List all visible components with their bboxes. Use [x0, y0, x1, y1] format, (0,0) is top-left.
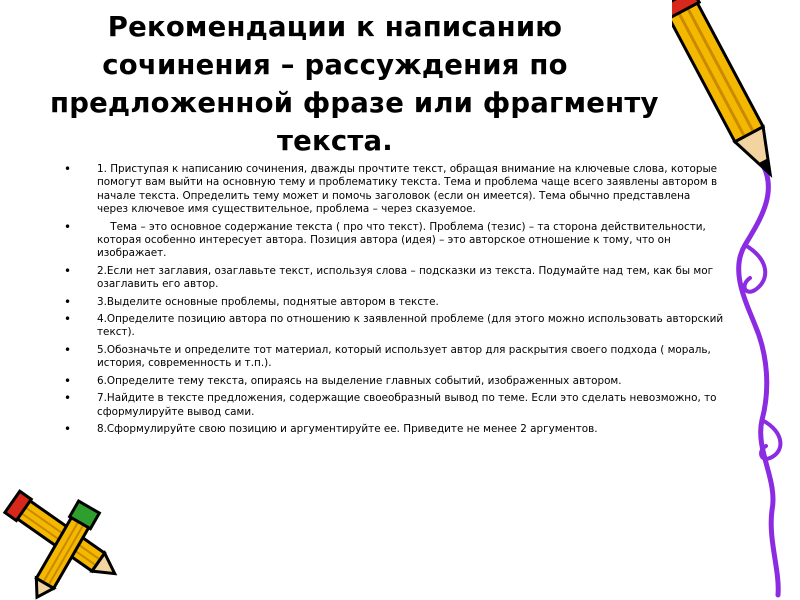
list-item-text: 6.Определите тему текста, опираясь на выделение главных событий, изображенных автором.: [97, 374, 622, 387]
bullet-icon: •: [64, 263, 72, 278]
bullet-icon: •: [64, 162, 72, 176]
list-item-text: 7.Найдите в тексте предложения, содержащие своеобразный вывод по теме. Если это сделать невозможно, то сформулируйте вывод сами.: [97, 392, 717, 418]
list-item: [64, 265, 724, 292]
bullet-icon: •: [64, 312, 72, 327]
crossed-pencils-icon: [0, 480, 130, 600]
title-line-3: предложенной фразе или фрагменту: [50, 87, 659, 119]
list-item: [64, 296, 724, 309]
list-item-text: 2.Если нет заглавия, озаглавьте текст, используя слова – подсказки из текста. Подумайте над тем, как бы мог озаглавить его автор.: [97, 264, 714, 291]
bullet-icon: •: [64, 373, 72, 388]
title-line-4: текста.: [277, 125, 393, 157]
title-line-2: сочинения – рассуждения по: [102, 49, 568, 81]
bullet-icon: •: [64, 421, 72, 436]
list-item-text: 4.Определите позицию автора по отношению к заявленной проблеме (для этого можно использовать авторский текст).: [97, 313, 724, 339]
list-item-text: 8.Сформулируйте свою позицию и аргументируйте ее. Приведите не менее 2 аргументов.: [97, 422, 598, 435]
bullet-icon: •: [64, 391, 72, 406]
list-item-text: Тема – это основное содержание текста ( про что текст). Проблема (тезис) – та сторона действительности, которая особенно интересует автора. Позиция автора (идея) – это авторское отношение к тому, что он изображает.: [97, 220, 710, 260]
recommendations-list: [64, 163, 724, 440]
list-item: [64, 392, 724, 419]
bullet-icon: •: [64, 294, 72, 309]
pencil-icon-large: [672, 0, 782, 195]
list-item: [64, 163, 724, 217]
purple-swirl-line: [700, 150, 800, 600]
list-item: [64, 344, 724, 371]
list-item-text: 5.Обозначьте и определите тот материал, который использует автор для раскрытия своего подхода ( мораль, история, современность и т.п.).: [97, 343, 711, 370]
bullet-icon: •: [64, 342, 72, 357]
list-item: [64, 221, 724, 261]
list-item-text: 1. Приступая к написанию сочинения, дважды прочтите текст, обращая внимание на ключевые слова, которые помогут вам выйти на основную тему и проблематику текста. Тема и проблема чаще всего заявлены автором в начале текста. Определить тему может и помочь заголовок (если он имеется). Тема обычно представлена через ключевое имя существительное, проблема – через сказуемое.: [97, 163, 718, 216]
slide-title: [50, 8, 659, 160]
list-item: [64, 375, 724, 388]
list-item: [64, 423, 724, 436]
list-item-text: 3.Выделите основные проблемы, поднятые автором в тексте.: [97, 295, 439, 308]
title-line-1: Рекомендации к написанию: [107, 11, 563, 43]
list-item: [64, 313, 724, 340]
bullet-icon: •: [64, 219, 72, 234]
